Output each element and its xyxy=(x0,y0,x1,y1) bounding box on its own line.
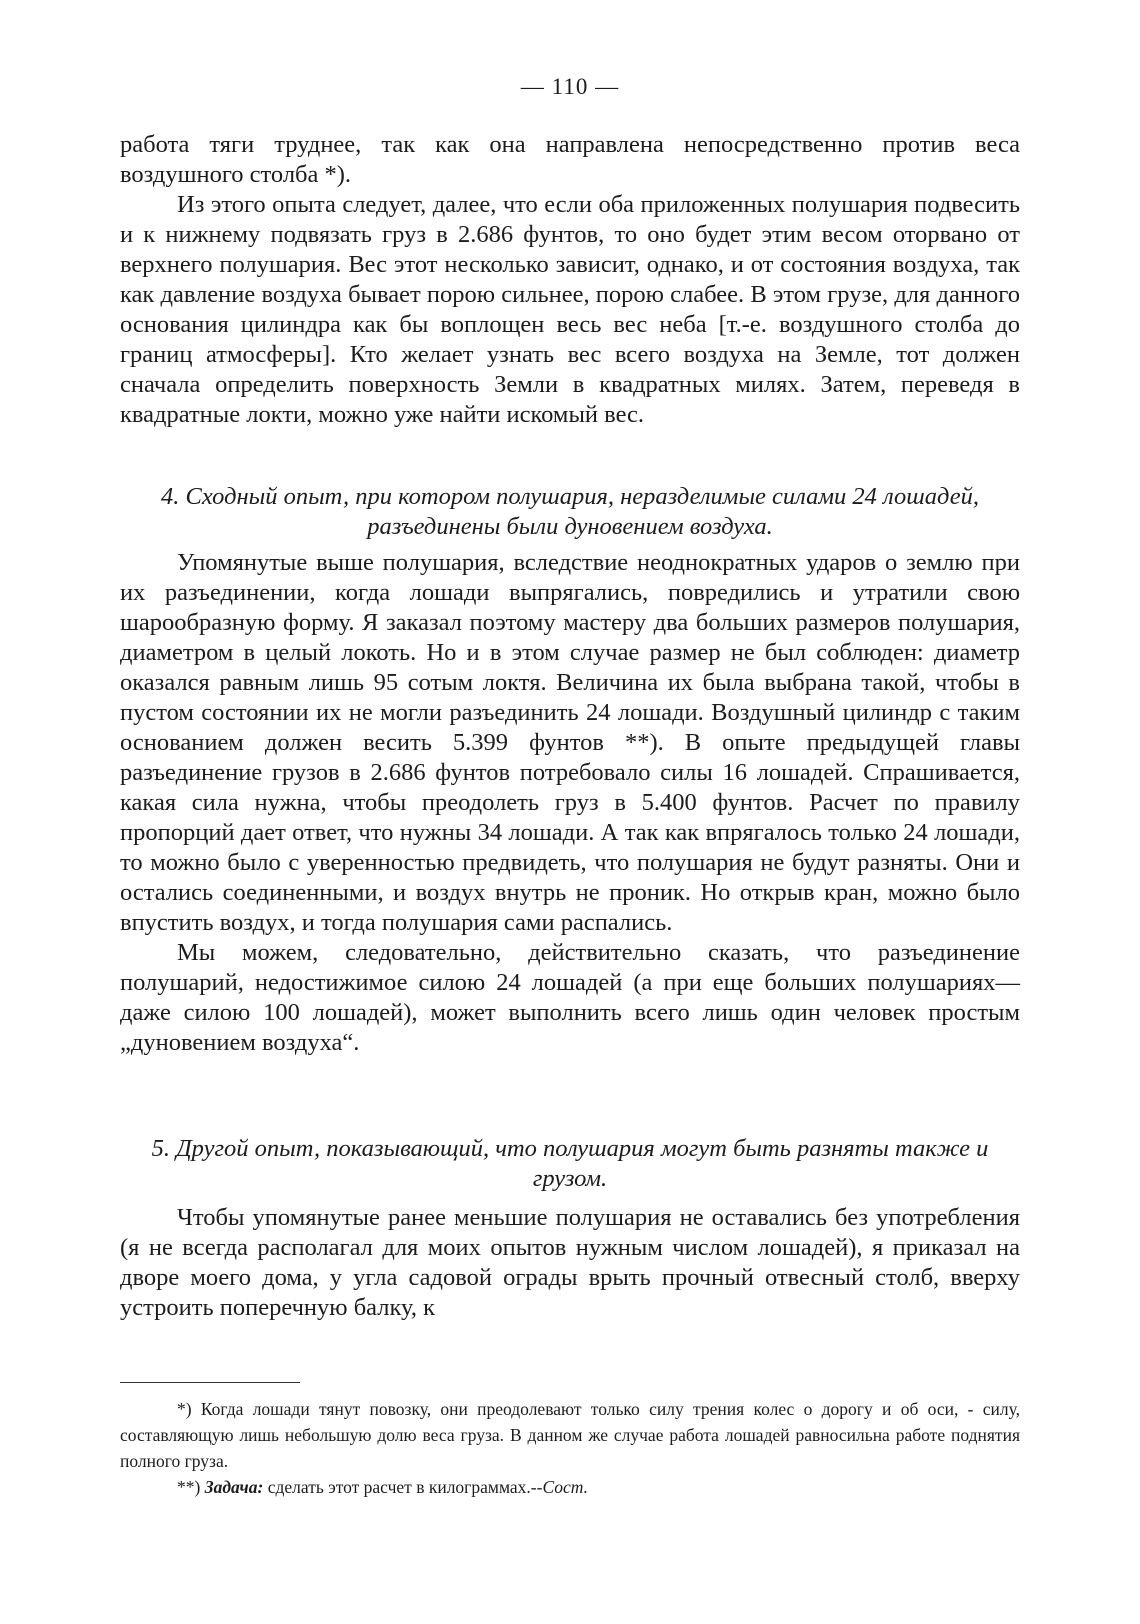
section-5-body xyxy=(120,1203,1020,1323)
footnote-2-tail: Сост. xyxy=(542,1477,588,1497)
section-4-heading: 4. Сходный опыт, при котором полушария, неразделимые силами 24 лошадей, разъединены были дуновением воздуха. xyxy=(161,483,979,540)
footnote-2 xyxy=(120,1474,1020,1500)
footnote-2-marker: **) xyxy=(177,1477,201,1497)
section-4-body xyxy=(120,548,1020,1058)
paragraph-continuation: работа тяги труднее, так как она направлена непосредственно против веса воздушного столба *). xyxy=(120,131,1020,188)
section-5-heading: 5. Другой опыт, показывающий, что полушария могут быть разняты также и грузом. xyxy=(151,1135,989,1192)
paragraph-breath-of-air: Мы можем, следовательно, действительно сказать, что разъединение полушарий, недостижимое силою 24 лошадей (а при еще больших полушариях—даже силою 100 лошадей), может выполнить всего лишь один человек простым „дуновением воздуха“. xyxy=(120,939,1020,1056)
paragraph-hemispheres-damaged: Упомянутые выше полушария, вследствие неоднократных ударов о землю при их разъединении, когда лошади выпрягались, повредились и утратили свою шарообразную форму. Я заказал поэтому мастеру два больших размеров полушария, диаметром в целый локоть. Но и в этом случае размер не был соблюден: диаметр оказался равным лишь 95 сотым локтя. Величина их была выбрана такой, чтобы в пустом состоянии их не могли разъединить 24 лошади. Воздушный цилиндр с таким основанием должен весить 5.399 фунтов **). В опыте предыдущей главы разъединение грузов в 2.686 фунтов потребовало силы 16 лошадей. Спрашивается, какая сила нужна, чтобы преодолеть груз в 5.400 фунтов. Расчет по правилу пропорций дает ответ, что нужны 34 лошади. А так как впрягалось только 24 лошади, то можно было с уверенностью предвидеть, что полушария не будут разняты. Они и остались соединенными, и воздух внутрь не проник. Но открыв кран, можно было впустить воздух, и тогда полушария сами распались. xyxy=(120,549,1020,936)
footnotes-block xyxy=(120,1396,1020,1500)
footnote-divider xyxy=(120,1382,300,1383)
footnote-2-text: сделать этот расчет в килограммах.-- xyxy=(267,1477,543,1497)
page-number: — 110 — xyxy=(520,74,620,99)
footnote-1: *) Когда лошади тянут повозку, они преодолевают только силу трения колес о дорогу и об оси, - силу, составляющую лишь небольшую долю веса груза. В данном же случае работа лошадей равносильна работе поднятия полного груза. xyxy=(120,1399,1020,1471)
footnote-2-task-label: Задача: xyxy=(204,1477,264,1497)
continuation-block xyxy=(120,130,1020,430)
paragraph-experiment-conclusion: Из этого опыта следует, далее, что если оба приложенных полушария подвесить и к нижнему подвязать груз в 2.686 фунтов, то оно будет этим весом оторвано от верхнего полушария. Вес этот несколько зависит, однако, и от состояния воздуха, так как давление воздуха бывает порою сильнее, порою слабее. В этом грузе, для данного основания цилиндра как бы воплощен весь вес неба [т.-е. воздушного столба до границ атмосферы]. Кто желает узнать вес всего воздуха на Земле, тот должен сначала определить поверхность Земли в квадратных милях. Затем, переведя в квадратные локти, можно уже найти искомый вес. xyxy=(120,191,1020,428)
paragraph-smaller-hemispheres: Чтобы упомянутые ранее меньшие полушария не оставались без употребления (я не всегда располагал для моих опытов нужным числом лошадей), я приказал на дворе моего дома, у угла садовой ограды врыть прочный отвесный столб, вверху устроить поперечную балку, к xyxy=(120,1204,1020,1321)
